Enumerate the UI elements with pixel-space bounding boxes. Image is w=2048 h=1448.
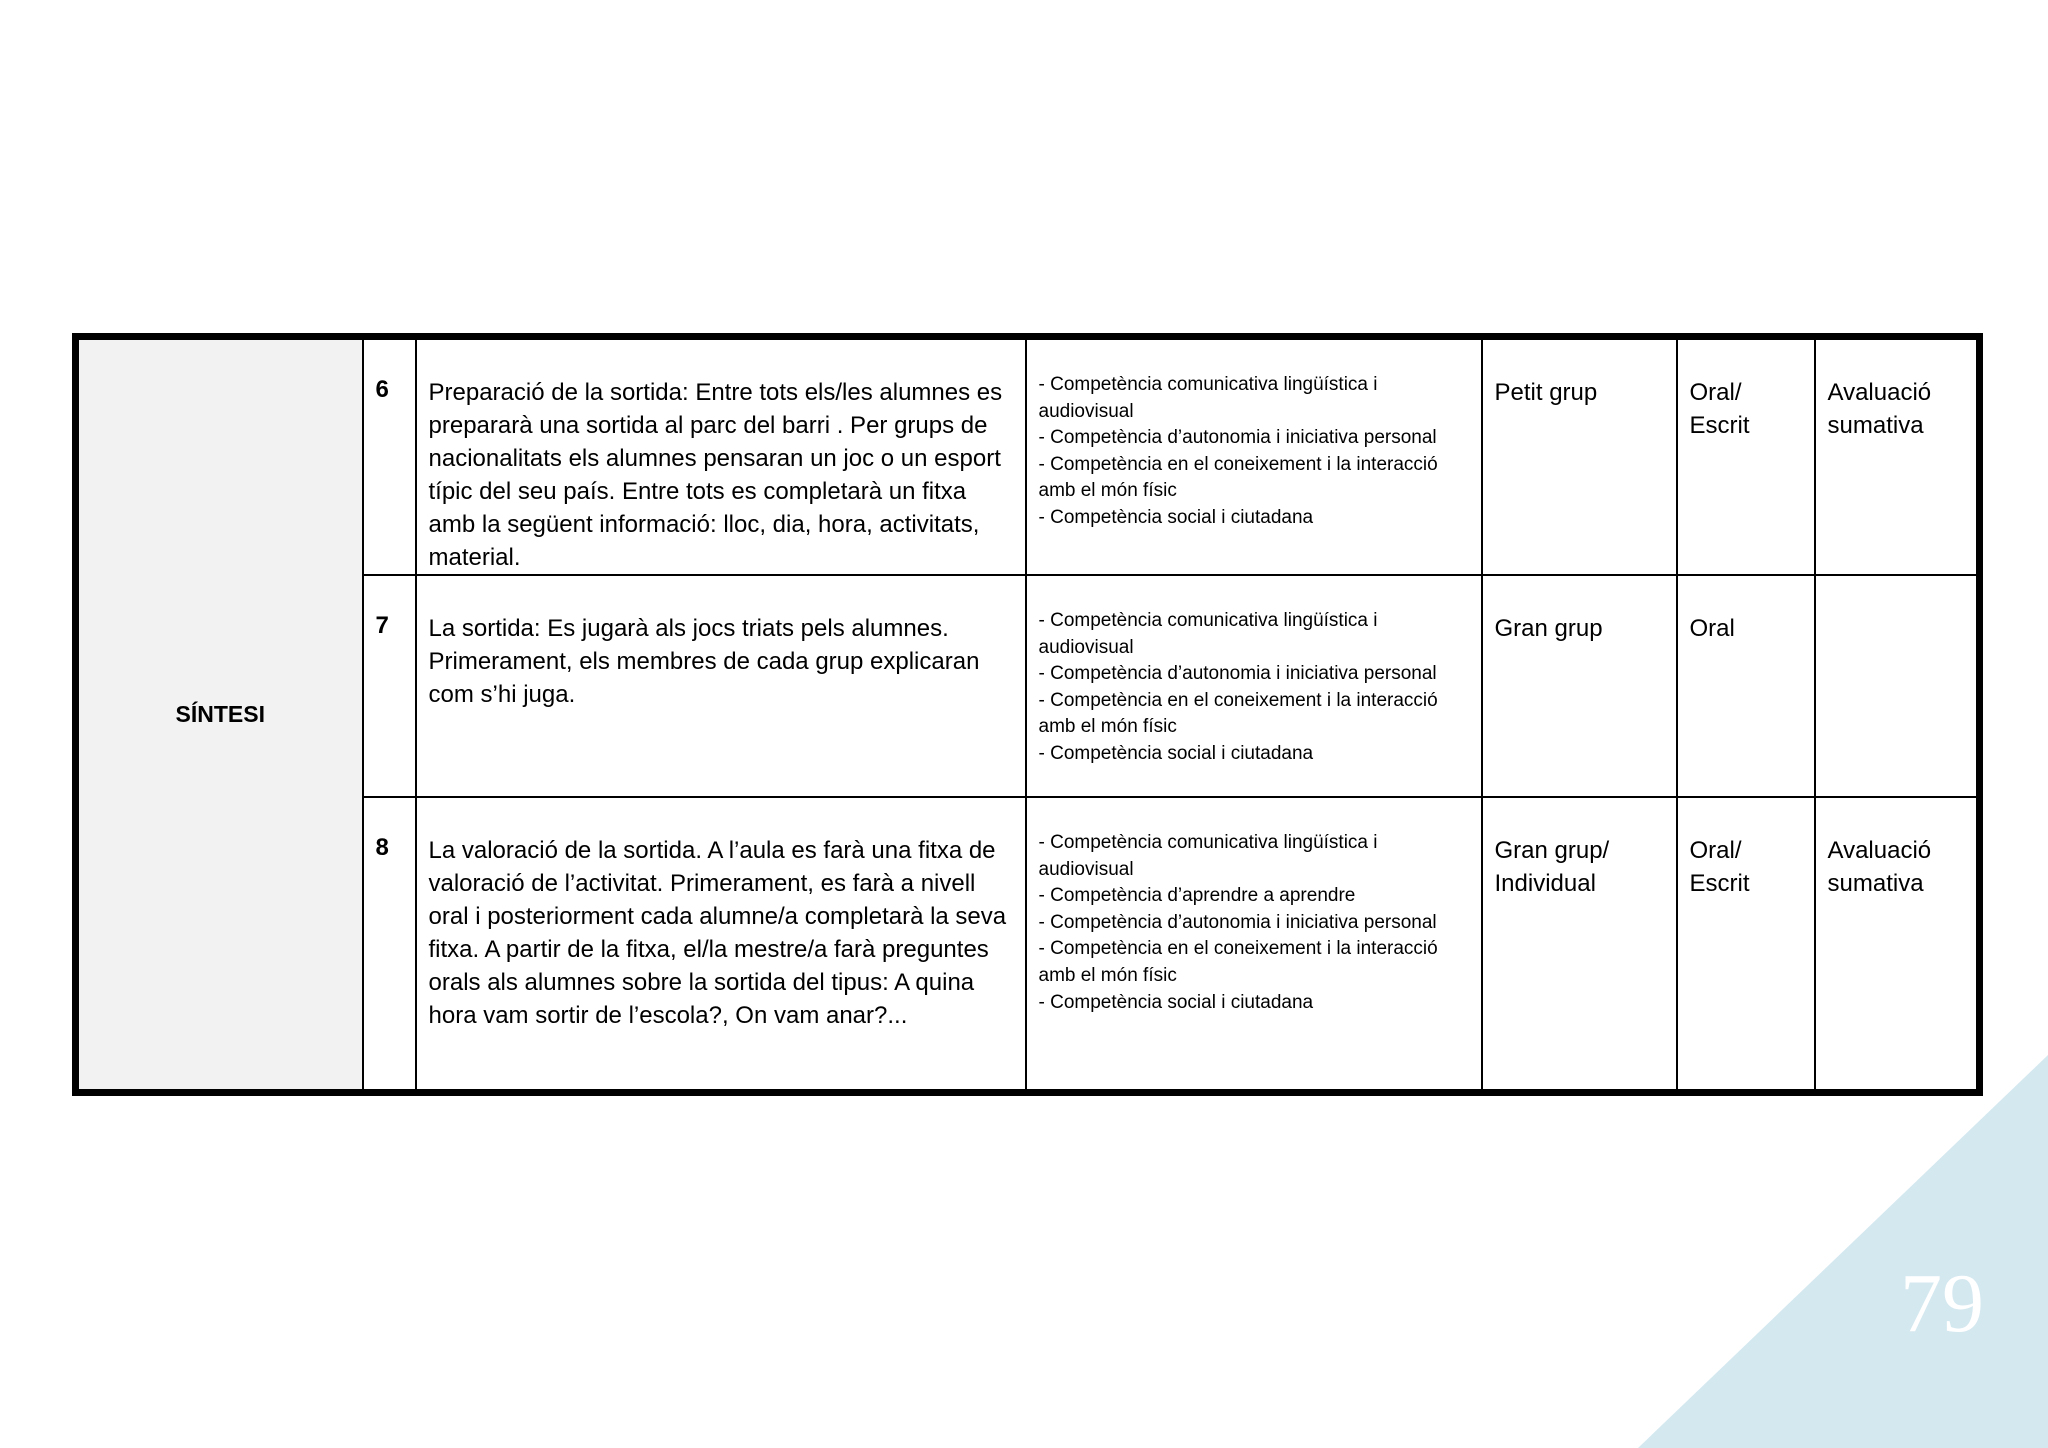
mode-cell: Oral <box>1677 575 1815 797</box>
competence-item: - Competència comunicativa lingüística i audiovisual <box>1038 610 1378 658</box>
activity-number: 8 <box>363 797 416 1092</box>
competences-cell <box>1026 575 1482 797</box>
competence-item: - Competència social i ciutadana <box>1038 991 1314 1013</box>
competence-item: - Competència en el coneixement i la interacció amb el món físic <box>1038 453 1438 502</box>
competence-item: - Competència d’autonomia i iniciativa personal <box>1038 663 1437 685</box>
activity-description: La sortida: Es jugarà als jocs triats pels alumnes. Primerament, els membres de cada grup explicaran com s’hi juga. <box>416 575 1026 797</box>
page-number: 79 <box>1900 1257 1984 1350</box>
competence-item: - Competència social i ciutadana <box>1038 506 1314 528</box>
competence-item: - Competència d’aprendre a aprendre <box>1038 885 1356 907</box>
activity-row-6 <box>76 337 1980 576</box>
competence-item: - Competència d’autonomia i iniciativa personal <box>1038 911 1437 933</box>
activity-description: Preparació de la sortida: Entre tots els/les alumnes es prepararà una sortida al parc del barri . Per grups de nacionalitats els alumnes pensaran un joc o un esport típic del seu país. Entre tots es completarà un fitxa amb la següent informació: lloc, dia, hora, activitats, material. <box>416 337 1026 576</box>
competence-item: - Competència comunicativa lingüística i audiovisual <box>1038 832 1378 880</box>
evaluation-cell <box>1815 575 1980 797</box>
grouping-cell: Gran grup <box>1482 575 1677 797</box>
evaluation-cell: Avaluació sumativa <box>1815 337 1980 576</box>
activity-number: 6 <box>363 337 416 576</box>
phase-label: SÍNTESI <box>76 337 363 1093</box>
competence-item: - Competència d’autonomia i iniciativa personal <box>1038 427 1437 449</box>
evaluation-cell: Avaluació sumativa <box>1815 797 1980 1092</box>
competence-item: - Competència social i ciutadana <box>1038 742 1314 764</box>
activity-number: 7 <box>363 575 416 797</box>
mode-cell: Oral/ Escrit <box>1677 797 1815 1092</box>
competence-item: - Competència en el coneixement i la interacció amb el món físic <box>1038 689 1438 738</box>
activity-description: La valoració de la sortida. A l’aula es farà una fitxa de valoració de l’activitat. Primerament, es farà a nivell oral i posteriorment cada alumne/a completarà la seva fitxa. A partir de la fitxa, el/la mestre/a farà preguntes orals als alumnes sobre la sortida del tipus: A quina hora vam sortir de l’escola?, On vam anar?... <box>416 797 1026 1092</box>
grouping-cell: Petit grup <box>1482 337 1677 576</box>
competences-cell <box>1026 337 1482 576</box>
grouping-cell: Gran grup/ Individual <box>1482 797 1677 1092</box>
competences-cell <box>1026 797 1482 1092</box>
mode-cell: Oral/ Escrit <box>1677 337 1815 576</box>
competence-item: - Competència comunicativa lingüística i audiovisual <box>1038 374 1378 422</box>
activity-table <box>72 333 1983 1096</box>
competence-item: - Competència en el coneixement i la interacció amb el món físic <box>1038 938 1438 986</box>
